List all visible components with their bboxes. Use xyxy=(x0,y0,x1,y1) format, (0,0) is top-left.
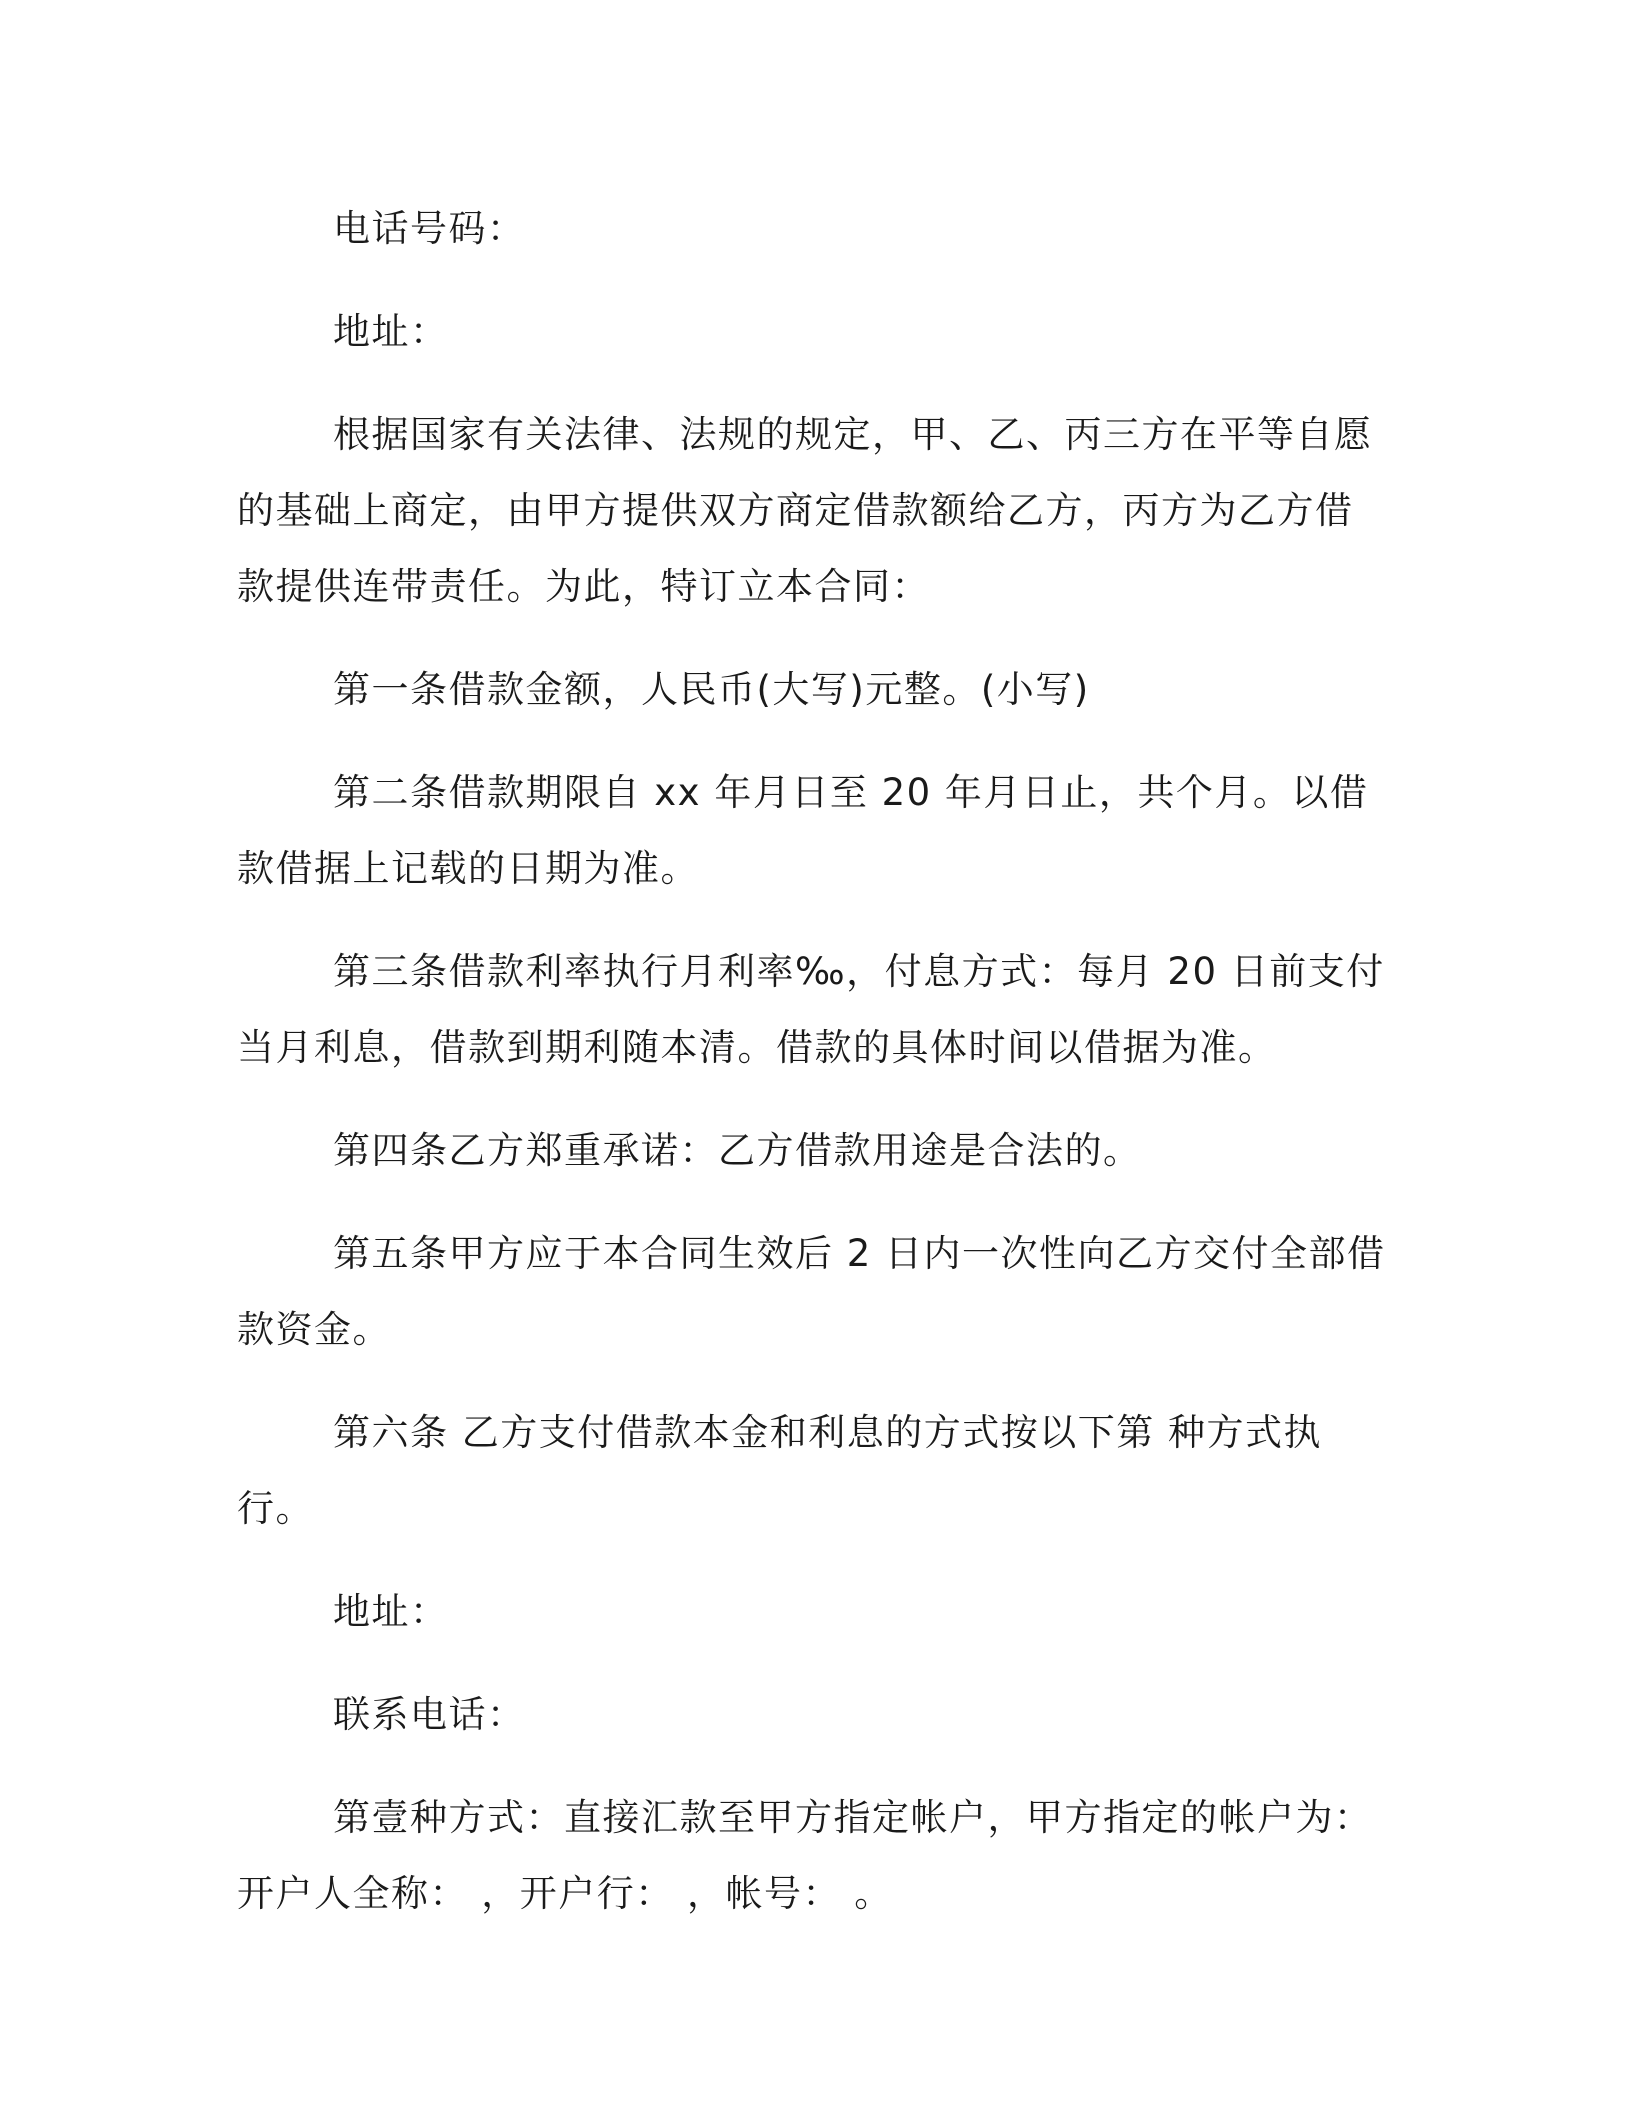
clause-5-fund-delivery: 第五条甲方应于本合同生效后 2 日内一次性向乙方交付全部借款资金。 xyxy=(237,1232,1386,1351)
contact-phone-line: 联系电话： xyxy=(333,1693,526,1736)
address-line-2: 地址： xyxy=(333,1590,449,1633)
clause-4-borrower-promise: 第四条乙方郑重承诺：乙方借款用途是合法的。 xyxy=(333,1129,1142,1172)
document-body xyxy=(237,191,1387,1959)
phone-number-line: 电话号码： xyxy=(333,207,526,250)
clause-2-loan-term: 第二条借款期限自 xx 年月日至 20 年月日止，共个月。以借款借据上记载的日期为准。 xyxy=(237,771,1369,890)
preamble-paragraph: 根据国家有关法律、法规的规定，甲、乙、丙三方在平等自愿的基础上商定，由甲方提供双方商定借款额给乙方，丙方为乙方借款提供连带责任。为此，特订立本合同： xyxy=(237,413,1373,608)
repayment-method-1: 第壹种方式：直接汇款至甲方指定帐户，甲方指定的帐户为：开户人全称： ，开户行： ，帐号： 。 xyxy=(237,1796,1373,1915)
clause-6-repayment-method: 第六条 乙方支付借款本金和利息的方式按以下第 种方式执行。 xyxy=(237,1411,1323,1530)
address-line: 地址： xyxy=(333,310,449,353)
clause-3-interest-rate: 第三条借款利率执行月利率‰，付息方式：每月 20 日前支付当月利息，借款到期利随本清。借款的具体时间以借据为准。 xyxy=(237,950,1385,1069)
clause-1-loan-amount: 第一条借款金额，人民币(大写)元整。(小写) xyxy=(333,668,1090,711)
